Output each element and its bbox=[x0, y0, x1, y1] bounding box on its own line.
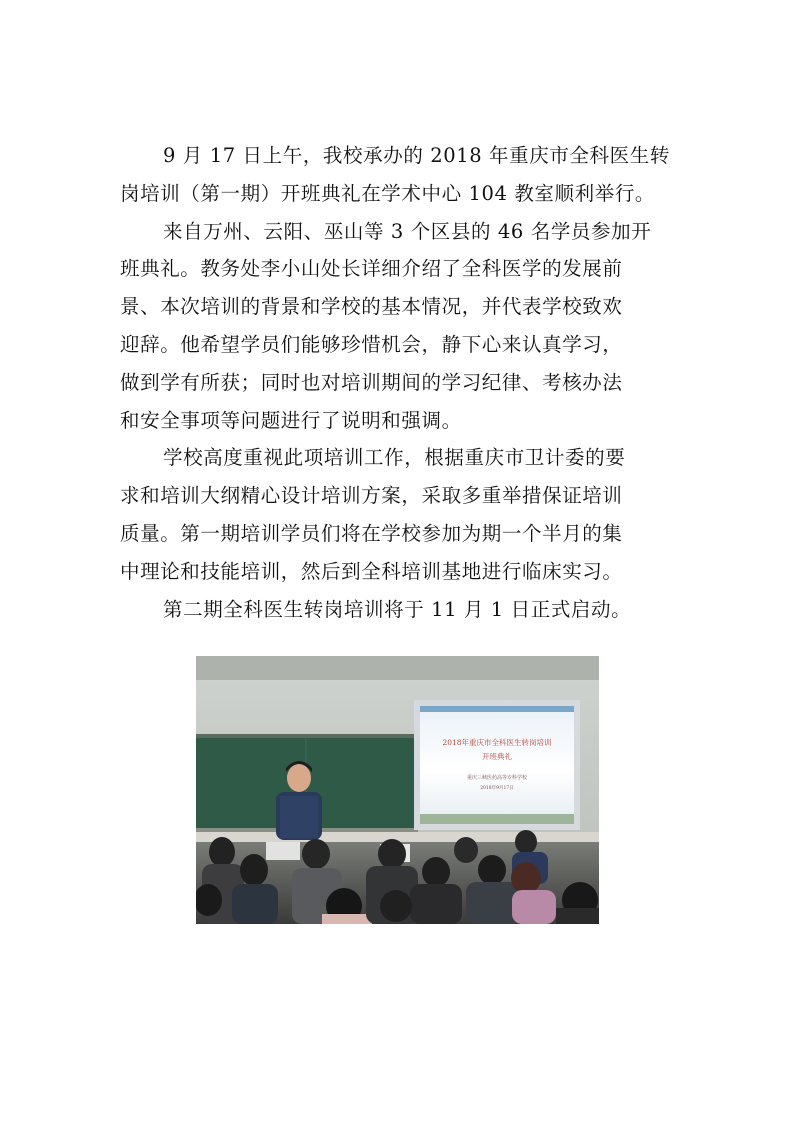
slide-title-1: 2018年重庆市全科医生转岗培训 bbox=[442, 738, 552, 747]
paragraph-line: 来自万州、云阳、巫山等 3 个区县的 46 名学员参加开 bbox=[163, 219, 652, 243]
slide-title-2: 开班典礼 bbox=[482, 752, 512, 761]
projection-screen bbox=[414, 700, 580, 830]
paragraph-line: 做到学有所获；同时也对培训期间的学习纪律、考核办法 bbox=[120, 370, 623, 394]
paragraph-line: 9 月 17 日上午，我校承办的 2018 年重庆市全科医生转 bbox=[163, 144, 670, 167]
paragraph-line: 质量。第一期培训学员们将在学校参加为期一个半月的集 bbox=[120, 521, 623, 545]
paragraph-line: 景、本次培训的背景和学校的基本情况，并代表学校致欢 bbox=[120, 295, 623, 319]
slide-date: 2018年9月17日 bbox=[480, 786, 514, 791]
classroom-photo bbox=[196, 656, 599, 924]
article-body bbox=[120, 137, 680, 628]
paragraph-line: 第二期全科医生转岗培训将于 11 月 1 日正式启动。 bbox=[163, 597, 632, 621]
slide-subtitle: 重庆三峡医药高等专科学校 bbox=[466, 775, 528, 781]
paragraph-line: 迎辞。他希望学员们能够珍惜机会，静下心来认真学习， bbox=[120, 332, 623, 356]
paragraph-line: 学校高度重视此项培训工作，根据重庆市卫计委的要 bbox=[163, 446, 626, 470]
paragraph-line: 和安全事项等问题进行了说明和强调。 bbox=[120, 408, 462, 432]
paragraph-line: 班典礼。教务处李小山处长详细介绍了全科医学的发展前 bbox=[120, 257, 623, 281]
paragraph-line: 求和培训大纲精心设计培训方案，采取多重举措保证培训 bbox=[120, 484, 623, 508]
paragraph-line: 中理论和技能培训，然后到全科培训基地进行临床实习。 bbox=[120, 559, 623, 583]
paragraph-line: 岗培训（第一期）开班典礼在学术中心 104 教室顺利举行。 bbox=[120, 181, 656, 205]
